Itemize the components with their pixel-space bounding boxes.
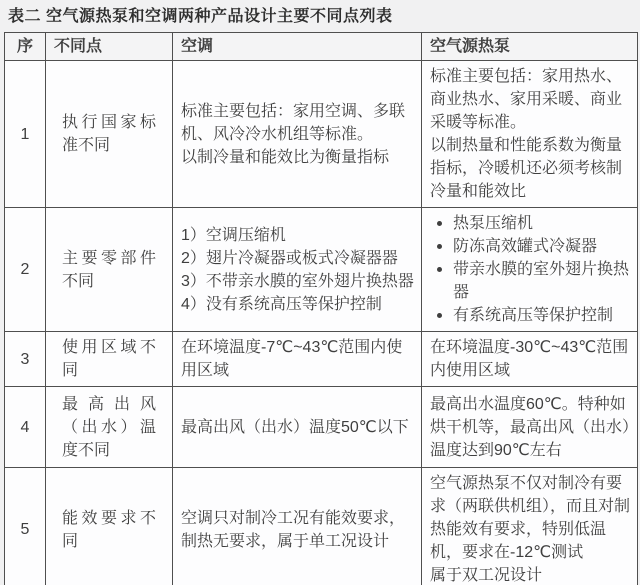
hp-paragraph: 最高出水温度60℃。特种如烘干机等，最高出风（出水）温度达到90℃左右 (430, 395, 631, 459)
hp-bullet-list (430, 212, 632, 327)
table-row (5, 61, 638, 208)
hp-cell (422, 468, 638, 585)
ac-cell (173, 208, 422, 332)
row-number: 1 (5, 61, 46, 208)
header-heat-pump: 空气源热泵 (422, 33, 638, 61)
ac-cell (173, 468, 422, 585)
header-no: 序 (5, 33, 46, 61)
ac-paragraph: 空调只对制冷工况有能效要求，制热无要求，属于单工况设计 (181, 509, 406, 550)
difference-cell: 使用区域不同 (46, 332, 173, 387)
ac-list-item: 2）翅片冷凝器或板式冷凝器器 (181, 249, 398, 267)
difference-cell: 能效要求不同 (46, 468, 173, 585)
comparison-table (4, 32, 638, 585)
hp-paragraph: 以制热量和性能系数为衡量指标，冷暖机还必须考核制冷量和能效比 (430, 137, 623, 200)
hp-bullet-item: 带亲水膜的室外翅片换热器 (430, 258, 632, 304)
ac-list-item: 4）没有系统高压等保护控制 (181, 295, 382, 313)
hp-cell (422, 61, 638, 208)
table-row (5, 387, 638, 468)
hp-bullet-item: 防冻高效罐式冷凝器 (430, 235, 632, 258)
hp-cell (422, 208, 638, 332)
table-header-row (5, 33, 638, 61)
table-row (5, 332, 638, 387)
ac-paragraph: 以制冷量和能效比为衡量指标 (181, 148, 390, 166)
hp-bullet-item: 有系统高压等保护控制 (430, 304, 632, 327)
hp-bullet-item: 热泵压缩机 (430, 212, 632, 235)
row-number: 5 (5, 468, 46, 585)
ac-cell (173, 332, 422, 387)
hp-cell (422, 332, 638, 387)
hp-cell (422, 387, 638, 468)
ac-cell (173, 387, 422, 468)
ac-cell (173, 61, 422, 208)
difference-cell: 执行国家标准不同 (46, 61, 173, 208)
difference-cell: 主要零部件不同 (46, 208, 173, 332)
difference-cell: 最高出风（出水）温度不同 (46, 387, 173, 468)
row-number: 4 (5, 387, 46, 468)
hp-paragraph: 在环境温度-30℃~43℃范围内使用区域 (430, 339, 629, 379)
ac-paragraph: 在环境温度-7℃~43℃范围内使用区域 (181, 339, 403, 379)
header-difference: 不同点 (46, 33, 173, 61)
ac-paragraph: 标准主要包括：家用空调、多联机、风冷冷水机组等标准。 (181, 102, 406, 143)
table-title: 表二 空气源热泵和空调两种产品设计主要不同点列表 (8, 8, 393, 25)
row-number: 2 (5, 208, 46, 332)
hp-paragraph: 空气源热泵不仅对制冷有要求（两联供机组），而且对制热能效有要求，特别低温机，要求在-12℃测试 (430, 475, 631, 561)
hp-paragraph: 标准主要包括：家用热水、商业热水、家用采暖、商业采暖等标准。 (430, 68, 623, 131)
hp-paragraph: 属于双工况设计 (430, 567, 543, 584)
ac-list-item: 3）不带亲水膜的室外翅片换热器 (181, 272, 414, 290)
ac-paragraph: 最高出风（出水）温度50℃以下 (181, 418, 409, 436)
header-air-conditioner: 空调 (173, 33, 422, 61)
table-row (5, 208, 638, 332)
ac-list-item: 1）空调压缩机 (181, 226, 286, 244)
row-number: 3 (5, 332, 46, 387)
table-row (5, 468, 638, 585)
